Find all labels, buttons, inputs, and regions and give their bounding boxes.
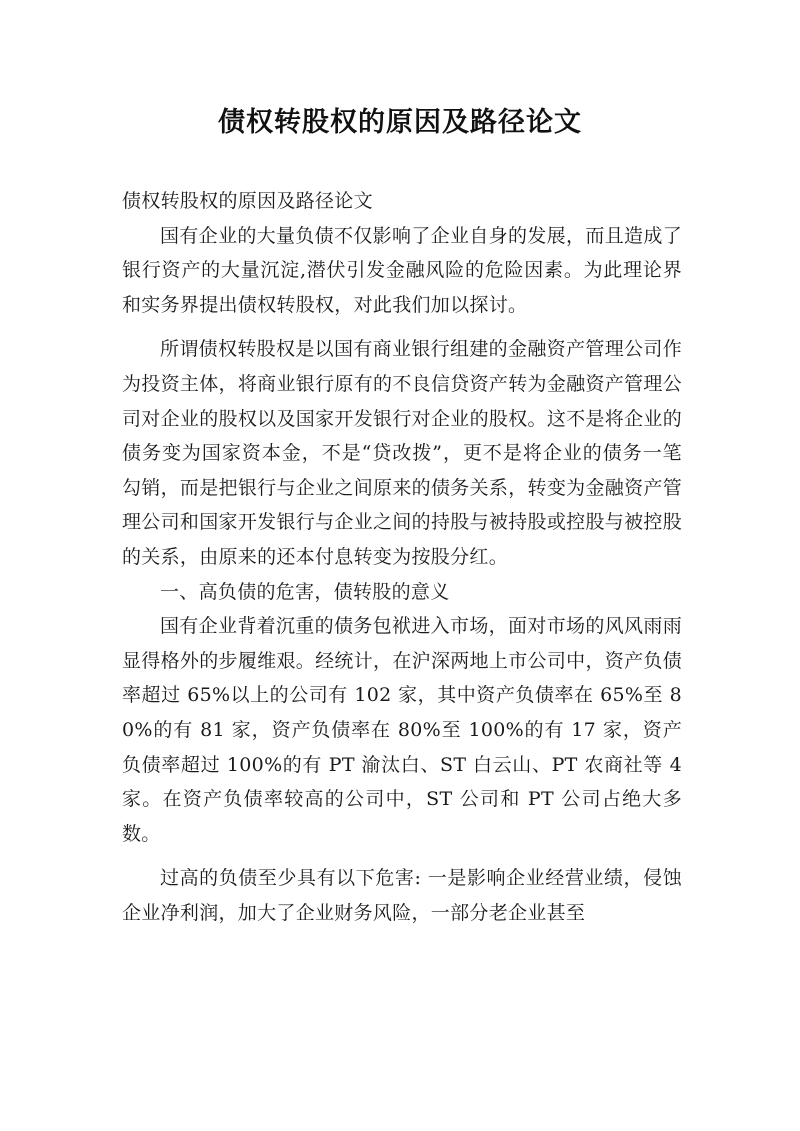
paragraph-statistics: 国有企业背着沉重的债务包袱进入市场，面对市场的风风雨雨显得格外的步履维艰。经统计，在沪深两地上市公司中，资产负债率超过 65%以上的公司有 102 家，其中资产负债率在 65%至 80%的有 81 家，资产负债率在 80%至 100%的有 17 家，资产负债率超过 100%的有 PT 渝汰白、ST 白云山、PT 农商社等 4 家。在资产负债率较高的公司中，ST 公司和 PT 公司占绝大多数。 [122,615,682,845]
document-title: 债权转股权的原因及路径论文 [218,107,582,138]
document-body [122,184,682,930]
section-heading: 一、高负债的危害，债转股的意义 [160,580,450,603]
paragraph-harms: 过高的负债至少具有以下危害: 一是影响企业经营业绩，侵蚀企业净利润，加大了企业财务风险，一部分老企业甚至 [122,867,682,924]
paragraph-definition: 所谓债权转股权是以国有商业银行组建的金融资产管理公司作为投资主体，将商业银行原有的不良信贷资产转为金融资产管理公司对企业的股权以及国家开发银行对企业的股权。这不是将企业的债务变为国家资本金，不是“贷改拨”，更不是将企业的债务一笔勾销，而是把银行与企业之间原来的债务关系，转变为金融资产管理公司和国家开发银行与企业之间的持股与被持股或控股与被控股的关系，由原来的还本付息转变为按股分红。 [122,338,682,568]
document-subtitle: 债权转股权的原因及路径论文 [122,190,373,212]
paragraph-intro: 国有企业的大量负债不仅影响了企业自身的发展，而且造成了银行资产的大量沉淀,潜伏引发金融风险的危险因素。为此理论界和实务界提出债权转股权，对此我们加以探讨。 [122,224,682,316]
